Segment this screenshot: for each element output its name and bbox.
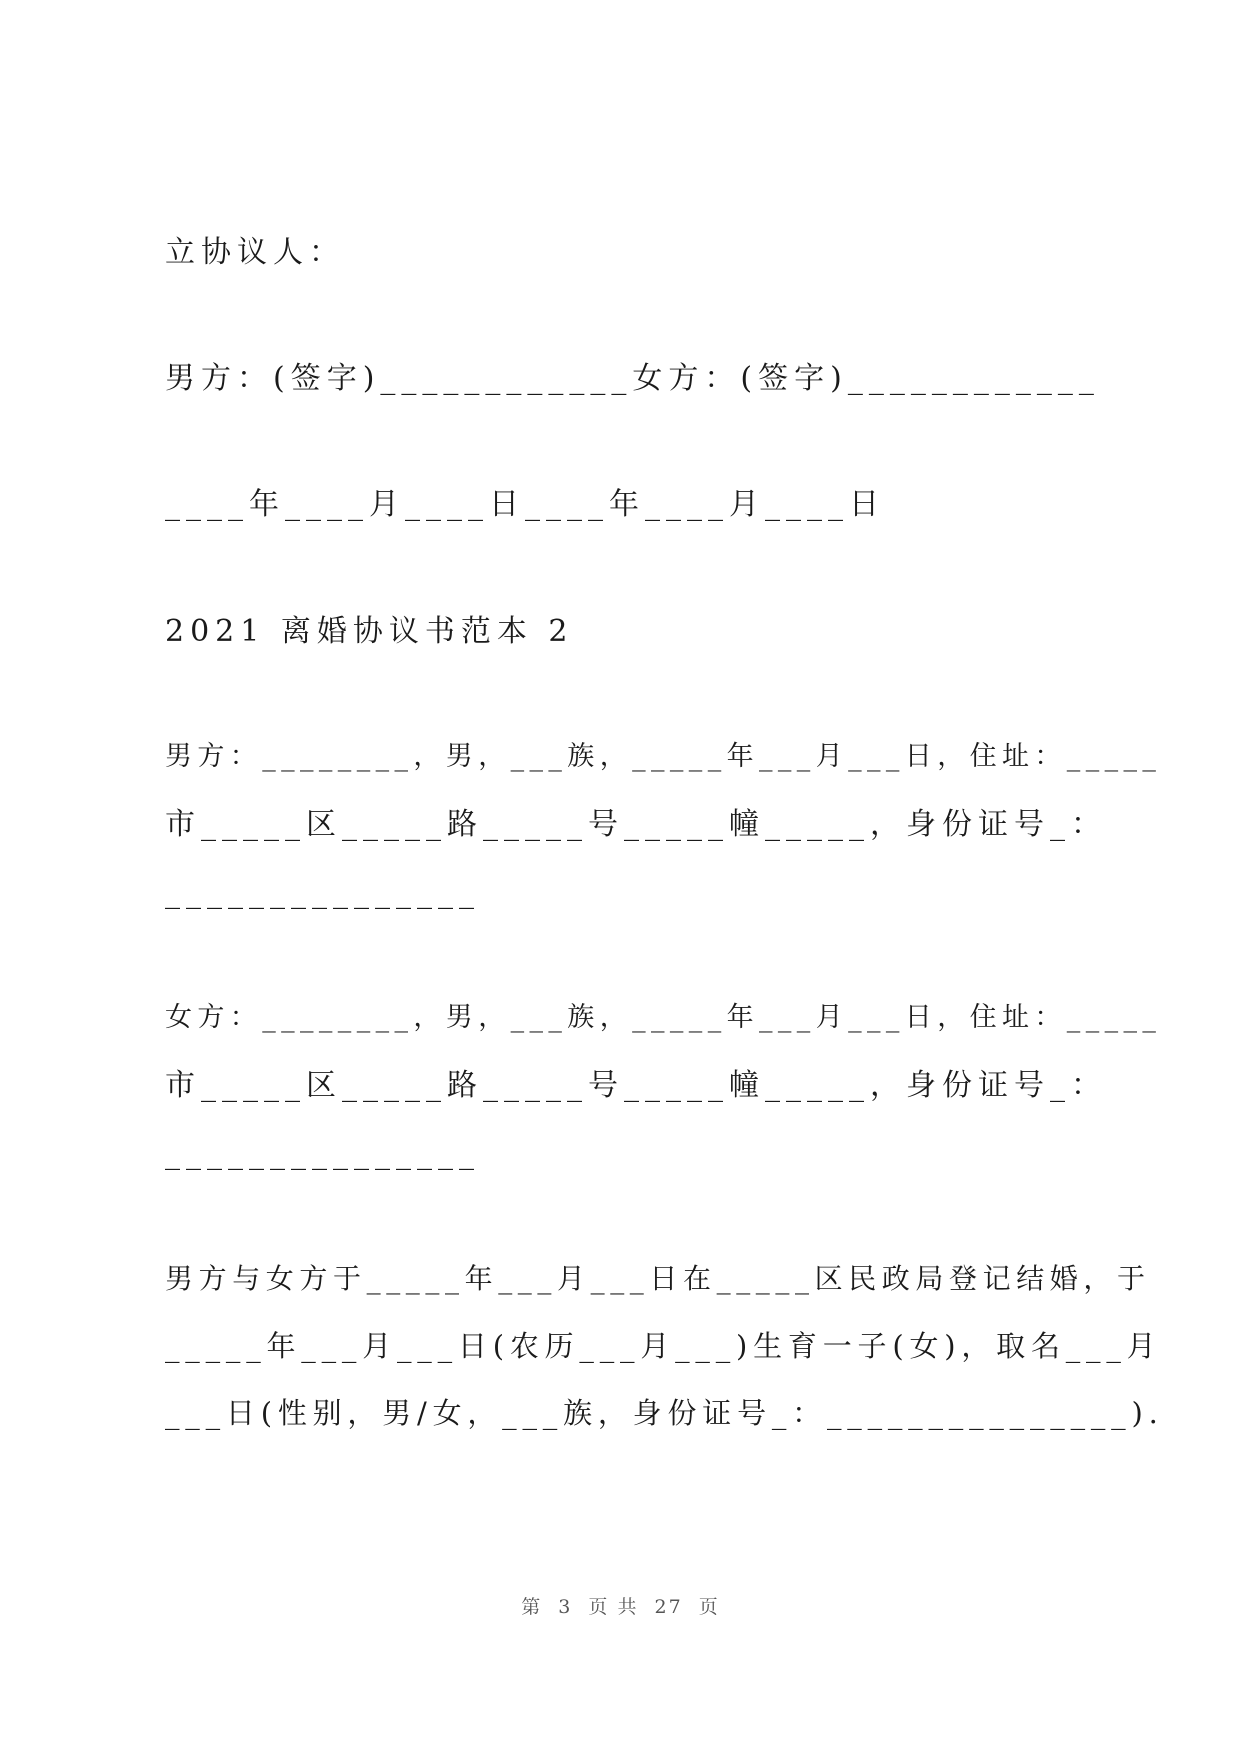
- female-party-line-3: _______________: [165, 1136, 480, 1171]
- marriage-line-2: _____年___月___日(农历___月___)生育一子(女)，取名___月: [165, 1329, 1162, 1363]
- section-heading: 2021 离婚协议书范本 2: [165, 614, 574, 649]
- female-party-line-2: 市_____区_____路_____号_____幢_____，身份证号_：: [165, 1068, 1107, 1103]
- male-party-line-1: 男方：________，男，___族，_____年___月___日，住址：_____: [165, 741, 1162, 772]
- female-party-line-1: 女方：________，男，___族，_____年___月___日，住址：_____: [165, 1002, 1162, 1033]
- signature-line: 男方：(签字)____________女方：(签字)____________: [165, 361, 1100, 396]
- page-number-footer: 第 3 页 共 27 页: [521, 1596, 720, 1618]
- male-party-line-3: _______________: [165, 875, 480, 910]
- marriage-line-1: 男方与女方于_____年___月___日在_____区民政局登记结婚，于: [165, 1262, 1151, 1295]
- male-party-line-2: 市_____区_____路_____号_____幢_____，身份证号_：: [165, 807, 1107, 842]
- signatories-label: 立协议人：: [165, 235, 345, 270]
- date-line: ____年____月____日____年____月____日: [165, 487, 885, 522]
- marriage-line-3: ___日(性别，男/女，___族，身份证号_：_______________).: [165, 1396, 1164, 1430]
